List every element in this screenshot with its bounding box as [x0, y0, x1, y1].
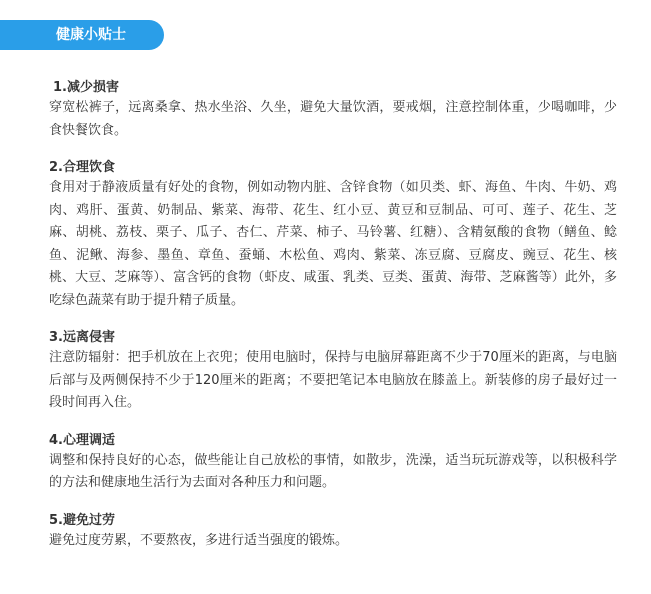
- tip-section-overwork: [49, 511, 617, 553]
- section-body: 注意防辐射：把手机放在上衣兜；使用电脑时，保持与电脑屏幕距离不少于70厘米的距离，与电脑后部与及两侧保持不少于120厘米的距离；不要把笔记本电脑放在膝盖上。新装修的房子最好过一段时间再入住。: [49, 350, 617, 410]
- tips-content: [49, 78, 617, 568]
- section-title: 3.远离侵害: [49, 330, 115, 345]
- section-body: 食用对于静液质量有好处的食物，例如动物内脏、含锌食物（如贝类、虾、海鱼、牛肉、牛奶、鸡肉、鸡肝、蛋黄、奶制品、紫菜、海带、花生、红小豆、黄豆和豆制品、可可、莲子、花生、芝麻、胡桃、荔枝、栗子、瓜子、杏仁、芹菜、柿子、马铃薯、红糖）、含精氨酸的食物（鳝鱼、鲶鱼、泥鳅、海参、墨鱼、章鱼、蚕蛹、木松鱼、鸡肉、紫菜、冻豆腐、豆腐皮、豌豆、花生、核桃、大豆、芝麻等）、富含钙的食物（虾皮、咸蛋、乳类、豆类、蛋黄、海带、芝麻酱等）此外，多吃绿色蔬菜有助于提升精子质量。: [49, 180, 617, 308]
- section-title: 2.合理饮食: [49, 160, 115, 175]
- page-title: 健康小贴士: [56, 27, 126, 43]
- tip-section-reduce-harm: [49, 78, 617, 142]
- section-title: 1.减少损害: [53, 80, 119, 95]
- tip-section-diet: [49, 158, 617, 312]
- tip-section-avoid-harm: [49, 328, 617, 415]
- section-body: 穿宽松裤子，远离桑拿、热水坐浴、久坐，避免大量饮酒，要戒烟，注意控制体重，少喝咖啡，少食快餐饮食。: [49, 100, 617, 138]
- tip-section-mental: [49, 431, 617, 495]
- section-title: 4.心理调适: [49, 432, 115, 448]
- section-body: 避免过度劳累，不要熬夜，多进行适当强度的锻炼。: [49, 532, 349, 548]
- section-title: 5.避免过劳: [49, 512, 115, 528]
- section-body: 调整和保持良好的心态，做些能让自己放松的事情，如散步，洗澡，适当玩玩游戏等，以积极科学的方法和健康地生活行为去面对各种压力和问题。: [49, 452, 617, 490]
- header-banner: [0, 20, 164, 50]
